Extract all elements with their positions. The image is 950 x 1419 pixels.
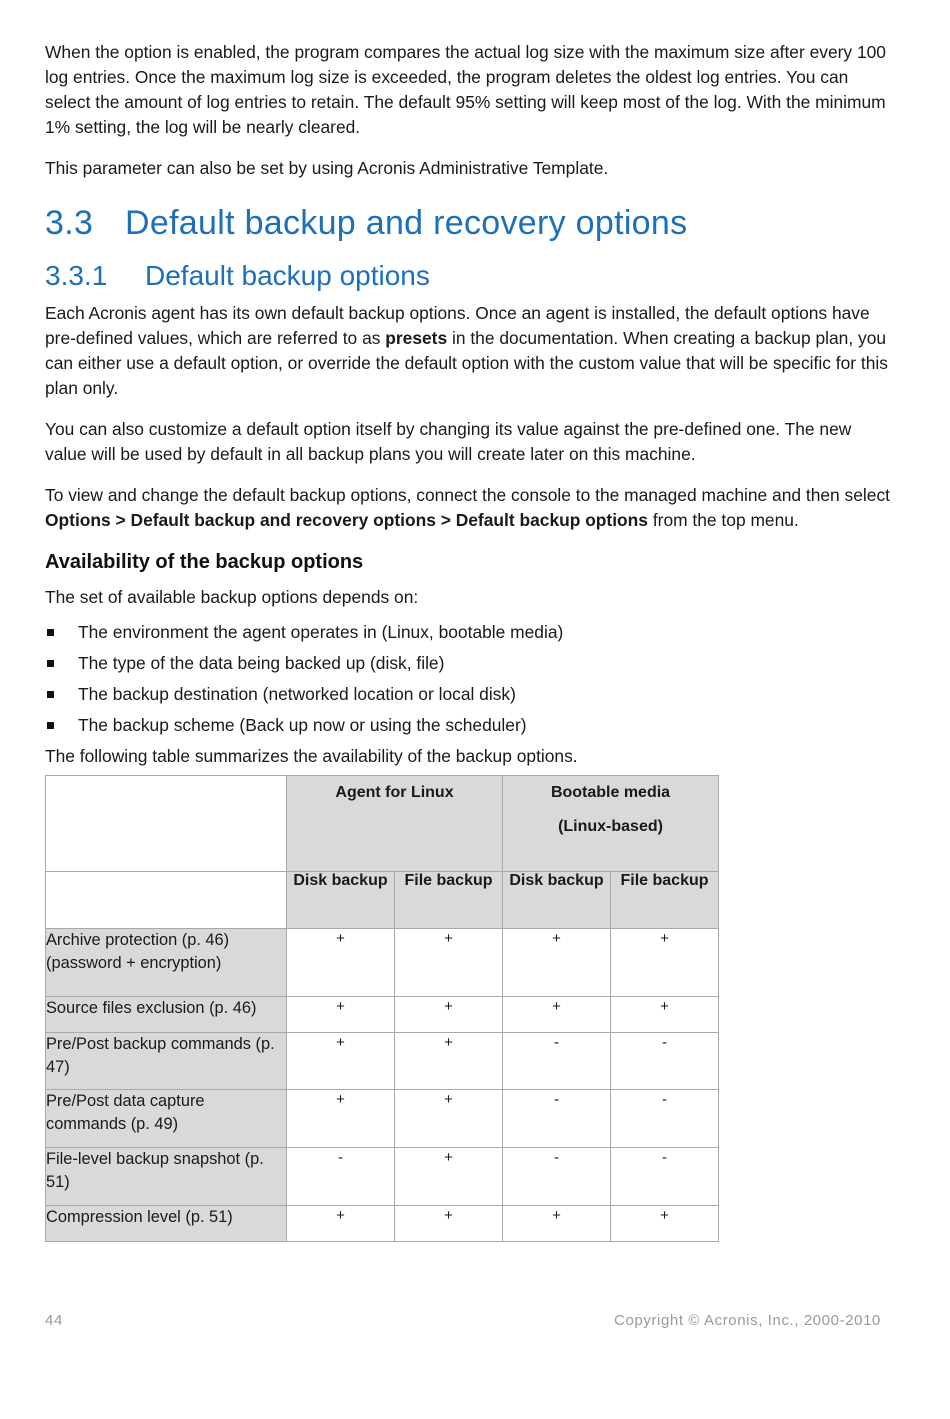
table-cell: + xyxy=(395,1033,503,1090)
section-title: Default backup and recovery options xyxy=(125,204,688,242)
page-content xyxy=(45,40,890,1242)
table-cell: + xyxy=(287,1090,395,1148)
intro-paragraph-template: This parameter can also be set by using Acronis Administrative Template. xyxy=(45,158,609,178)
table-cell: + xyxy=(611,1206,719,1242)
body-paragraph-presets: Each Acronis agent has its own default backup options. Once an agent is installed, the default options have pre-defined values, which are referred to as presets in the documentation. When creating a backup plan, you can either use a default option, or override the default option with the custom value that will be specific for this plan only. xyxy=(45,303,888,398)
table-cell: - xyxy=(287,1148,395,1206)
square-bullet-icon xyxy=(47,691,54,698)
list-item: The type of the data being backed up (disk, file) xyxy=(45,651,890,676)
section-number: 3.3 xyxy=(45,204,94,242)
row-label: Archive protection (p. 46) (password + encryption) xyxy=(46,929,287,997)
row-label: Pre/Post data capture commands (p. 49) xyxy=(46,1090,287,1148)
body-paragraph-menu-path: To view and change the default backup options, connect the console to the managed machine and then select Options > Default backup and recovery options > Default backup options from the top menu. xyxy=(45,485,890,530)
table-cell: + xyxy=(395,1148,503,1206)
availability-heading: Availability of the backup options xyxy=(45,551,364,573)
row-label: Compression level (p. 51) xyxy=(46,1206,287,1242)
body-paragraph-customize: You can also customize a default option itself by changing its value against the pre-defined one. The new value will be used by default in all backup plans you will create later on this machine. xyxy=(45,419,852,464)
table-row xyxy=(46,929,719,997)
table-cell: + xyxy=(287,1033,395,1090)
table-cell: - xyxy=(611,1148,719,1206)
header-agent-for-linux: Agent for Linux xyxy=(287,776,503,872)
table-corner-cell xyxy=(46,776,287,872)
table-row xyxy=(46,1033,719,1090)
table-row xyxy=(46,997,719,1033)
table-row xyxy=(46,1148,719,1206)
table-cell: + xyxy=(503,997,611,1033)
subheader-cell: Disk backup xyxy=(287,872,395,929)
subheader-cell: Disk backup xyxy=(503,872,611,929)
table-cell: + xyxy=(287,929,395,997)
subheader-cell: File backup xyxy=(611,872,719,929)
page-footer xyxy=(45,1312,881,1329)
section-heading xyxy=(45,201,890,245)
list-item: The backup scheme (Back up now or using the scheduler) xyxy=(45,713,890,738)
availability-intro: The set of available backup options depends on: xyxy=(45,587,419,607)
table-cell: + xyxy=(395,1090,503,1148)
subsection-number: 3.3.1 xyxy=(45,260,108,291)
table-cell: + xyxy=(287,1206,395,1242)
intro-paragraph-log: When the option is enabled, the program compares the actual log size with the maximum size after every 100 log entries. Once the maximum log size is exceeded, the program deletes the oldest log entries. You can select the amount of log entries to retain. The default 95% setting will keep most of the log. With the minimum 1% setting, the log will be nearly cleared. xyxy=(45,42,886,137)
subsection-title: Default backup options xyxy=(145,260,430,291)
row-label: Pre/Post backup commands (p. 47) xyxy=(46,1033,287,1090)
availability-table xyxy=(45,775,719,1242)
table-cell: - xyxy=(611,1033,719,1090)
table-cell: + xyxy=(395,1206,503,1242)
table-cell: + xyxy=(395,929,503,997)
table-cell: + xyxy=(503,929,611,997)
table-row xyxy=(46,1206,719,1242)
page-number: 44 xyxy=(45,1312,63,1329)
table-header-row xyxy=(46,776,719,872)
table-cell: + xyxy=(503,1206,611,1242)
presets-term: presets xyxy=(385,328,448,348)
table-cell: + xyxy=(395,997,503,1033)
table-cell: + xyxy=(287,997,395,1033)
table-row xyxy=(46,1090,719,1148)
square-bullet-icon xyxy=(47,629,54,636)
row-label: File-level backup snapshot (p. 51) xyxy=(46,1148,287,1206)
header-bootable-media: Bootable media (Linux-based) xyxy=(503,776,719,872)
table-cell: - xyxy=(503,1148,611,1206)
subsection-heading xyxy=(45,257,890,295)
table-subheader-row xyxy=(46,872,719,929)
subheader-cell: File backup xyxy=(395,872,503,929)
table-subheader-empty xyxy=(46,872,287,929)
table-cell: - xyxy=(503,1090,611,1148)
square-bullet-icon xyxy=(47,660,54,667)
square-bullet-icon xyxy=(47,722,54,729)
menu-path: Options > Default backup and recovery options > Default backup options xyxy=(45,510,648,530)
availability-bullet-list xyxy=(45,620,890,738)
table-cell: + xyxy=(611,997,719,1033)
table-cell: - xyxy=(611,1090,719,1148)
table-cell: - xyxy=(503,1033,611,1090)
copyright-notice: Copyright © Acronis, Inc., 2000-2010 xyxy=(614,1312,881,1329)
list-item: The backup destination (networked location or local disk) xyxy=(45,682,890,707)
list-item: The environment the agent operates in (Linux, bootable media) xyxy=(45,620,890,645)
row-label: Source files exclusion (p. 46) xyxy=(46,997,287,1033)
table-cell: + xyxy=(611,929,719,997)
table-intro: The following table summarizes the availability of the backup options. xyxy=(45,746,578,766)
